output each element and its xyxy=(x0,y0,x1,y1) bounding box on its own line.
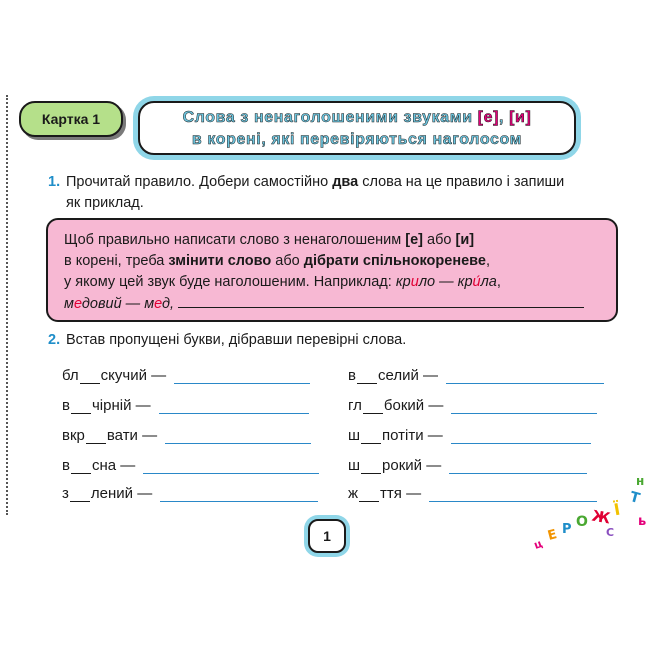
example-part: д, xyxy=(162,296,175,312)
exercise-left-1 xyxy=(62,364,310,384)
task-1-text-line2: як приклад. xyxy=(66,195,144,211)
example-part: ло — кр xyxy=(418,274,473,290)
rule-text: у якому цей звук буде наголошеним. Наприклад: xyxy=(64,274,396,290)
title-line-1 xyxy=(140,107,574,129)
title-sound-e: [е] xyxy=(477,109,500,126)
letter-gap[interactable] xyxy=(71,399,91,414)
exercise-suffix: потіти — xyxy=(382,427,443,444)
exercise-prefix: з xyxy=(62,485,69,502)
title-line-1-text: Слова з ненаголошеними звуками xyxy=(182,109,478,126)
exercise-prefix: в xyxy=(62,457,70,474)
rule-line-4 xyxy=(64,293,604,315)
task-1-text-a: Прочитай правило. Добери самостійно xyxy=(66,174,333,190)
decor-letter: н xyxy=(636,474,645,488)
example-vowel: и́ xyxy=(472,274,481,290)
page-number xyxy=(308,519,346,553)
decor-letter: Ї xyxy=(612,499,622,520)
exercise-prefix: ш xyxy=(348,457,361,474)
exercise-prefix: в xyxy=(348,367,356,384)
decor-letter: Р xyxy=(562,522,572,537)
letter-gap[interactable] xyxy=(361,429,381,444)
title-line-2: в корені, які перевіряються наголосом xyxy=(191,131,523,148)
decorative-letters xyxy=(510,470,650,570)
exercise-left-4 xyxy=(62,454,319,474)
rule-example-1 xyxy=(396,274,497,290)
decor-letter: Е xyxy=(546,527,559,544)
answer-line[interactable] xyxy=(174,369,310,384)
answer-line[interactable] xyxy=(143,459,319,474)
exercise-right-1 xyxy=(348,364,604,384)
exercise-suffix: сна — xyxy=(91,457,136,474)
task-1-text-b: слова на це правило і запиши xyxy=(358,174,565,190)
letter-gap[interactable] xyxy=(361,459,381,474)
letter-gap[interactable] xyxy=(359,487,379,502)
answer-line[interactable] xyxy=(451,429,591,444)
decor-letter: Т xyxy=(628,489,642,507)
exercise-suffix: скучий — xyxy=(100,367,167,384)
exercise-prefix: ш xyxy=(348,427,361,444)
card-label xyxy=(19,101,123,137)
decor-letter: Ж xyxy=(590,506,612,528)
rule-line-3 xyxy=(64,272,604,293)
rule-sound-e: [е] xyxy=(405,232,424,248)
dotted-margin xyxy=(6,95,8,515)
rule-text: або xyxy=(423,232,456,248)
exercise-prefix: ж xyxy=(348,485,359,502)
task-1-text xyxy=(66,172,618,193)
rule-bold-find-related: дібрати спільнокореневе xyxy=(303,253,486,269)
exercise-suffix: ття — xyxy=(380,485,422,502)
title-separator: , xyxy=(499,109,510,126)
rule-sound-y: [и] xyxy=(455,232,475,248)
exercise-prefix: бл xyxy=(62,367,79,384)
decor-letter: С xyxy=(606,526,615,539)
answer-line[interactable] xyxy=(165,429,311,444)
task-2-number: 2. xyxy=(48,332,61,348)
letter-gap[interactable] xyxy=(70,487,90,502)
example-vowel: е xyxy=(73,296,82,312)
rule-text: Щоб правильно написати слово з ненаголошеним xyxy=(64,232,406,248)
example-vowel: и xyxy=(410,274,419,290)
rule-bold-change-word: змінити слово xyxy=(168,253,272,269)
example-part: м xyxy=(64,296,74,312)
letter-gap[interactable] xyxy=(357,369,377,384)
decor-letter: ц xyxy=(532,536,545,553)
exercise-right-3 xyxy=(348,424,591,444)
exercise-left-2 xyxy=(62,394,309,414)
exercise-suffix: бокий — xyxy=(383,397,444,414)
exercise-suffix: селий — xyxy=(377,367,438,384)
rule-box xyxy=(46,218,618,322)
exercise-right-2 xyxy=(348,394,597,414)
exercise-prefix: вкр xyxy=(62,427,85,444)
task-2-text: Встав пропущені букви, дібравши перевірні слова. xyxy=(66,332,407,348)
exercise-left-5 xyxy=(62,482,318,502)
card-label-text: Картка 1 xyxy=(41,111,101,127)
letter-gap[interactable] xyxy=(80,369,100,384)
rule-text: , xyxy=(496,274,501,290)
answer-line[interactable] xyxy=(446,369,604,384)
rule-answer-line[interactable] xyxy=(178,293,584,308)
task-1-number: 1. xyxy=(48,174,61,190)
letter-gap[interactable] xyxy=(71,459,91,474)
exercise-suffix: чірній — xyxy=(91,397,151,414)
answer-line[interactable] xyxy=(159,399,309,414)
rule-text: , xyxy=(485,253,490,269)
letter-gap[interactable] xyxy=(86,429,106,444)
exercise-prefix: в xyxy=(62,397,70,414)
decor-letter: О xyxy=(576,514,588,530)
rule-text: або xyxy=(271,253,304,269)
rule-text: в корені, треба xyxy=(64,253,169,269)
page-number-text: 1 xyxy=(323,528,331,544)
exercise-prefix: гл xyxy=(348,397,362,414)
answer-line[interactable] xyxy=(451,399,597,414)
example-part: ла xyxy=(480,274,497,290)
decor-letter: ь xyxy=(638,514,647,529)
rule-example-2 xyxy=(64,296,174,312)
title-box xyxy=(138,101,576,155)
exercise-left-3 xyxy=(62,424,311,444)
exercise-suffix: лений — xyxy=(90,485,153,502)
example-part: довий — м xyxy=(81,296,155,312)
title-sound-y: [и] xyxy=(509,109,532,126)
answer-line[interactable] xyxy=(160,487,318,502)
exercise-suffix: вати — xyxy=(106,427,158,444)
example-vowel: е xyxy=(154,296,163,312)
letter-gap[interactable] xyxy=(363,399,383,414)
rule-line-1 xyxy=(64,230,604,251)
task-1-text-bold: два xyxy=(332,174,359,190)
example-part: кр xyxy=(395,274,411,290)
exercise-suffix: рокий — xyxy=(382,457,442,474)
rule-line-2 xyxy=(64,251,604,272)
